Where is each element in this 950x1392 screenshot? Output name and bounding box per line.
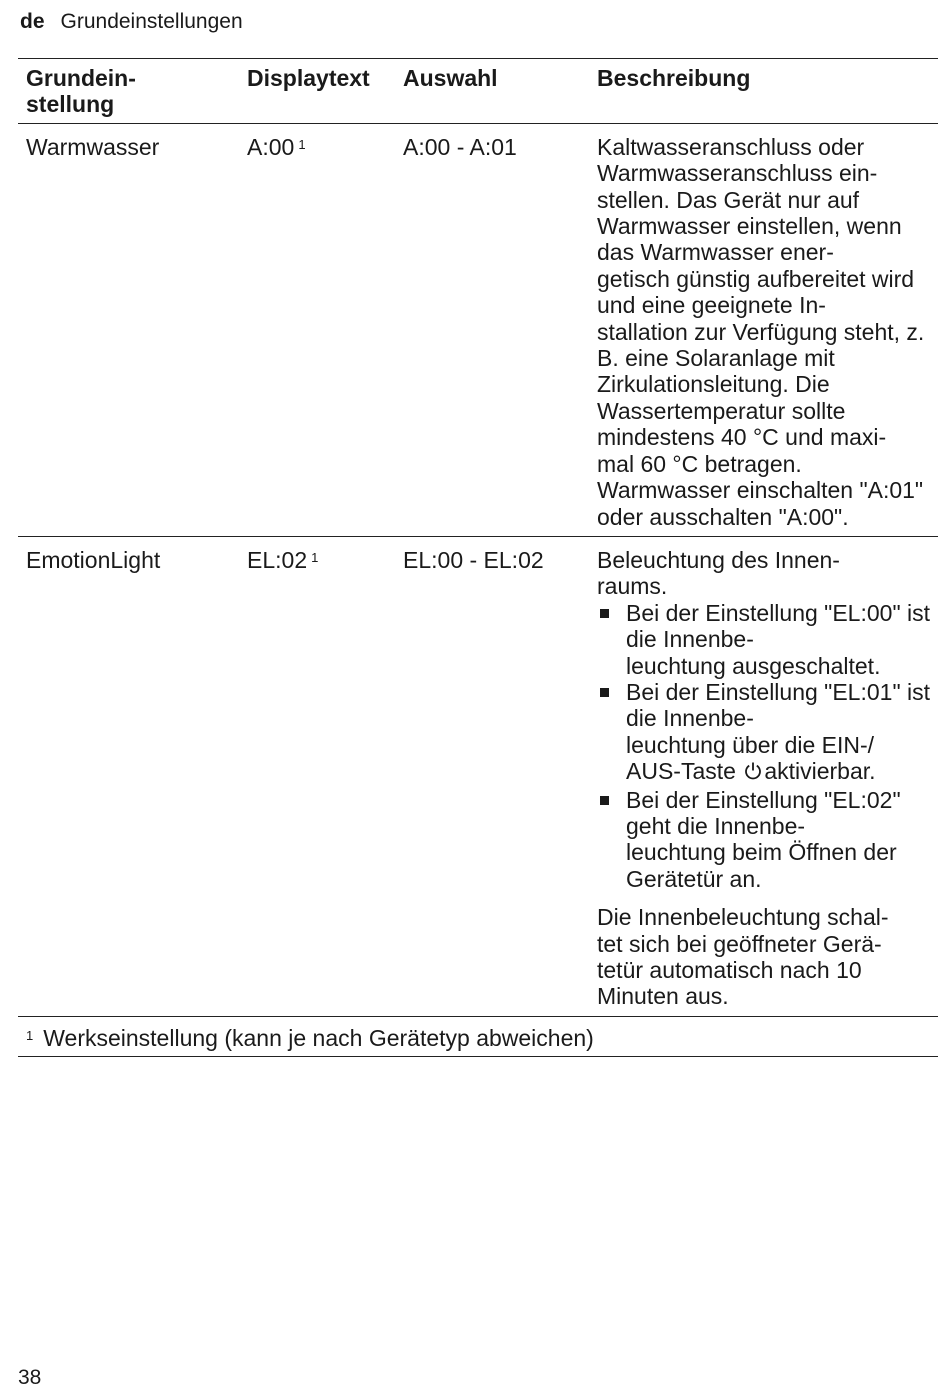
cell-selection: A:00 - A:01 [403,133,517,160]
header-setting: Grundein- stellung [26,65,136,118]
list-item: Bei der Einstellung "EL:01" ist die Innenbe- leuchtung über die EIN-/ AUS-Taste aktivierbar. [597,679,930,787]
section-title: Grundeinstellungen [60,10,243,33]
bullet-tail: aktivierbar. [764,758,876,785]
header-description: Beschreibung [597,65,751,91]
cell-display [247,547,403,1010]
footnote-mark: 1 [311,549,319,565]
list-item: Bei der Einstellung "EL:02" geht die Innenbe- leuchtung beim Öffnen der Gerätetür an. [597,787,930,893]
settings-table [18,58,938,1017]
footnote-mark: 1 [298,136,306,152]
cell-setting: EmotionLight [26,546,161,573]
cell-setting: Warmwasser [26,133,160,160]
cell-display [247,134,403,530]
list-item: Bei der Einstellung "EL:00" ist die Innenbe- leuchtung ausgeschaltet. [597,600,930,679]
description-note: Die Innenbeleuchtung schal- tet sich bei geöffneter Gerä- tetür automatisch nach 10 Minuten aus. [597,904,889,1010]
footnote-text: Werkseinstellung (kann je nach Gerätetyp abweichen) [43,1025,594,1051]
table-row-warmwasser [18,124,938,537]
language-code: de [20,10,45,33]
page-number: 38 [18,1366,42,1389]
display-value: A:00 [247,133,295,160]
power-icon [744,760,762,786]
footnote-mark: 1 [26,1028,34,1043]
page-header [20,8,243,36]
header-selection: Auswahl [403,65,498,91]
table-header-row [18,58,938,124]
cell-description: Kaltwasseranschluss oder Warmwasseranschluss ein- stellen. Das Gerät nur auf Warmwasser einstellen, wenn das Warmwasser ener- getisch günstig aufbereitet wird und eine geeignete In- stallation zur Verfügung steht, z. B. eine Solaranlage mit Zirkulationsleitung. Die Wassertemperatur sollte mindestens 40 °C und maxi- mal 60 °C betragen. Warmwasser einschalten "A:01" oder ausschalten "A:00". [597,133,925,530]
cell-selection: EL:00 - EL:02 [403,546,544,573]
table-row-emotionlight [18,537,938,1017]
header-display: Displaytext [247,65,370,91]
cell-description [597,547,938,1010]
description-intro: Beleuchtung des Innen- raums. [597,546,840,600]
bullet-list [597,600,930,892]
display-value: EL:02 [247,546,308,573]
table-footnote [18,1019,938,1057]
